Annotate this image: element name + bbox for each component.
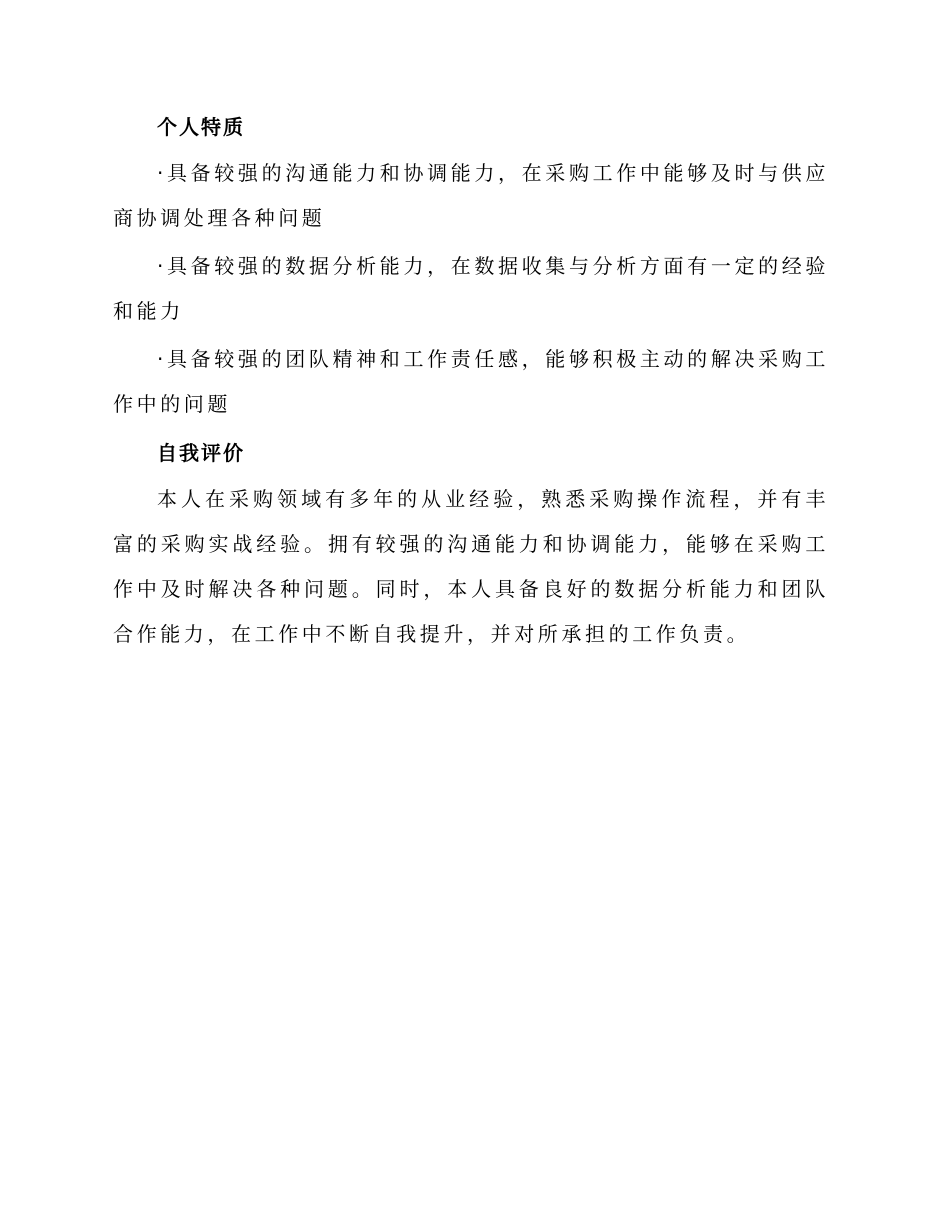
section-heading-personal-traits: 个人特质 xyxy=(157,115,245,139)
bullet-item-data-analysis: ·具备较强的数据分析能力，在数据收集与分析方面有一定的经验和能力 xyxy=(113,254,829,323)
bullet-item-communication: ·具备较强的沟通能力和协调能力，在采购工作中能够及时与供应商协调处理各种问题 xyxy=(113,161,829,230)
section-heading-self-evaluation: 自我评价 xyxy=(157,441,245,465)
bullet-item-teamwork: ·具备较强的团队精神和工作责任感，能够积极主动的解决采购工作中的问题 xyxy=(113,347,829,416)
self-evaluation-paragraph: 本人在采购领域有多年的从业经验，熟悉采购操作流程，并有丰富的采购实战经验。拥有较强的沟通能力和协调能力，能够在采购工作中及时解决各种问题。同时，本人具备良好的数据分析能力和团队合作能力，在工作中不断自我提升，并对所承担的工作负责。 xyxy=(113,487,829,646)
document-body xyxy=(113,103,829,657)
